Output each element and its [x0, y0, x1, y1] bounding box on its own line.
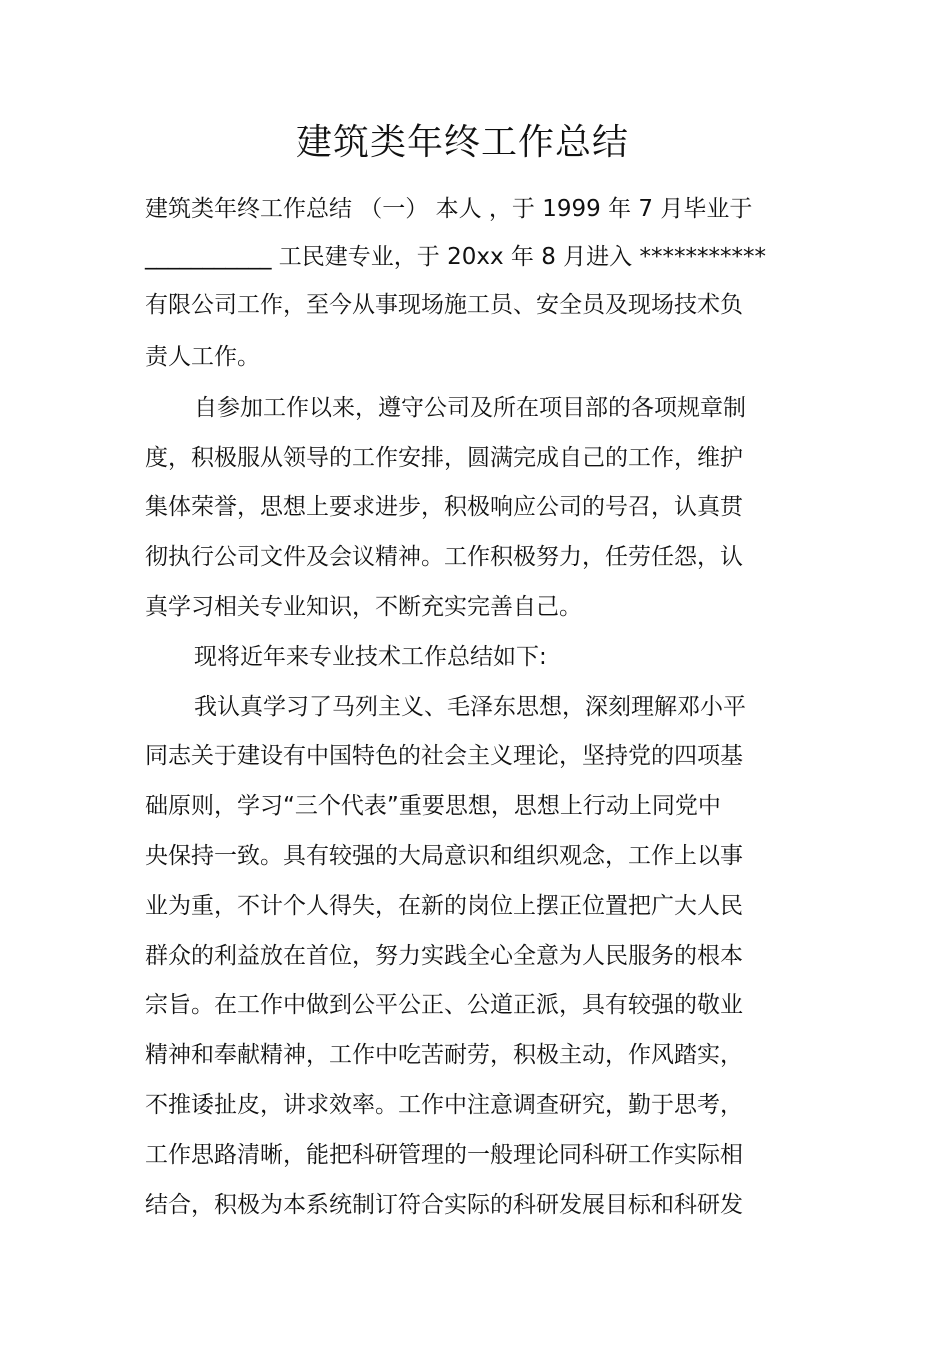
- text-line-19: 不推诿扯皮，讲求效率。工作中注意调查研究，勤于思考，: [145, 1092, 743, 1118]
- text-line-20: 工作思路清晰，能把科研管理的一般理论同科研工作实际相: [145, 1142, 743, 1168]
- text-line-13: 础原则，学习“三个代表”重要思想，思想上行动上同党中: [145, 793, 721, 819]
- text-line-1: 建筑类年终工作总结 （一） 本人 ，于 1999 年 7 月毕业于: [145, 196, 753, 222]
- text-line-10: 现将近年来专业技术工作总结如下:: [194, 644, 547, 670]
- text-line-17: 宗旨。在工作中做到公平公正、公道正派，具有较强的敬业: [145, 992, 743, 1018]
- text-line-21: 结合，积极为本系统制订符合实际的科研发展目标和科研发: [145, 1192, 743, 1218]
- text-line-2: ___________ 工民建专业，于 20xx 年 8 月进入 ***********: [145, 244, 766, 270]
- text-line-12: 同志关于建设有中国特色的社会主义理论，坚持党的四项基: [145, 743, 743, 769]
- text-line-7: 集体荣誉，思想上要求进步，积极响应公司的号召，认真贯: [145, 494, 743, 520]
- text-line-16: 群众的利益放在首位，努力实践全心全意为人民服务的根本: [145, 943, 743, 969]
- text-line-9: 真学习相关专业知识，不断充实完善自己。: [145, 594, 582, 620]
- text-line-11: 我认真学习了马列主义、毛泽东思想，深刻理解邓小平: [194, 694, 746, 720]
- text-line-4: 责人工作。: [145, 344, 260, 370]
- document-title: 建筑类年终工作总结: [295, 122, 629, 163]
- text-line-6: 度，积极服从领导的工作安排，圆满完成自己的工作，维护: [145, 445, 743, 471]
- text-line-3: 有限公司工作，至今从事现场施工员、安全员及现场技术负: [145, 292, 743, 318]
- text-line-8: 彻执行公司文件及会议精神。工作积极努力，任劳任怨，认: [145, 544, 743, 570]
- text-line-14: 央保持一致。具有较强的大局意识和组织观念，工作上以事: [145, 843, 743, 869]
- text-line-18: 精神和奉献精神，工作中吃苦耐劳，积极主动，作风踏实，: [145, 1042, 743, 1068]
- text-line-15: 业为重，不计个人得失，在新的岗位上摆正位置把广大人民: [145, 893, 743, 919]
- text-line-5: 自参加工作以来，遵守公司及所在项目部的各项规章制: [194, 395, 746, 421]
